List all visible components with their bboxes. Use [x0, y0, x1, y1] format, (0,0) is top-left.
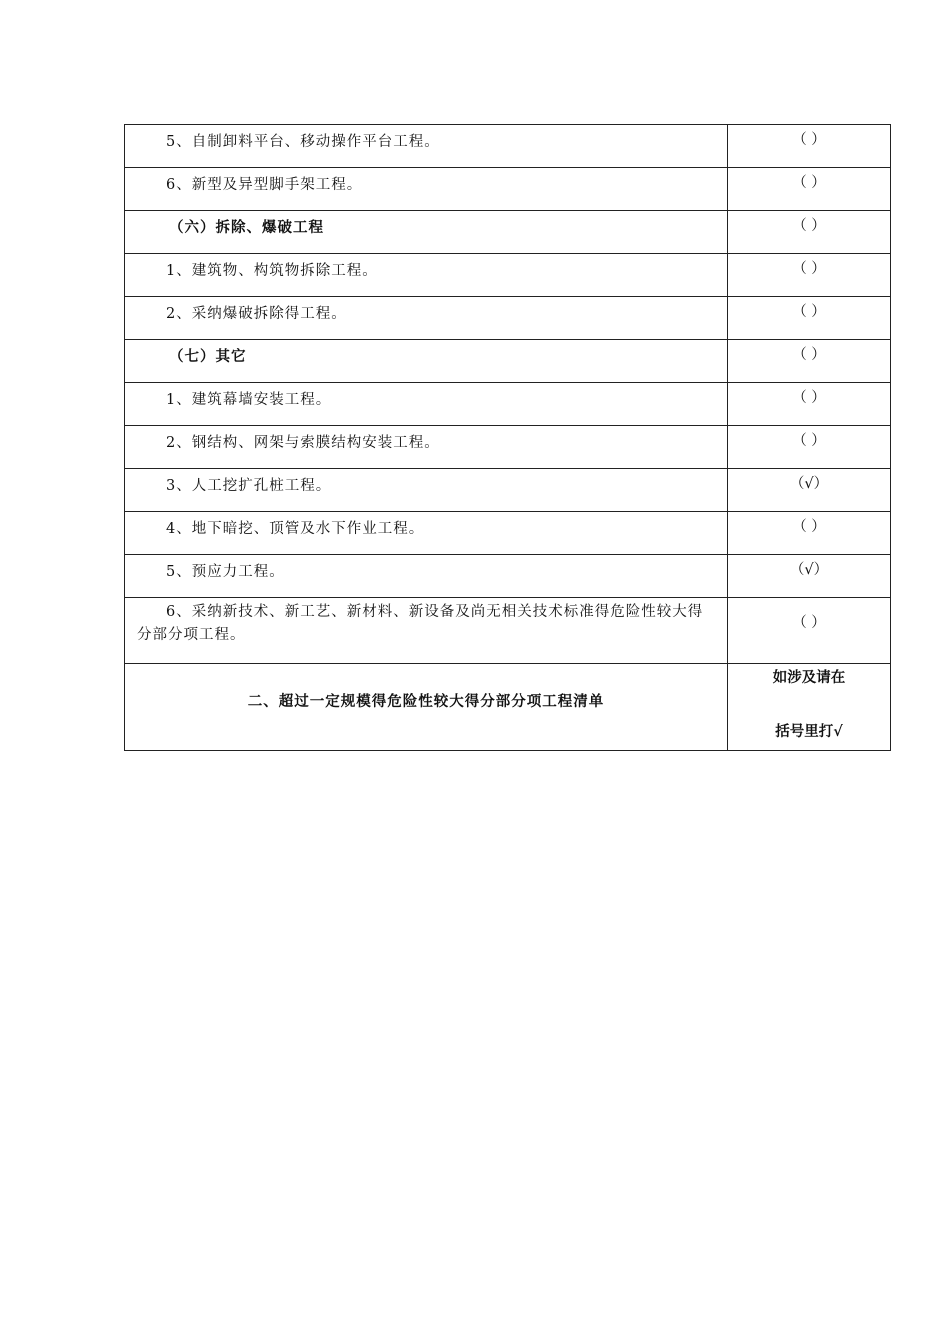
check-cell[interactable] — [728, 340, 891, 383]
check-cell[interactable] — [728, 254, 891, 297]
list-title-cell — [125, 664, 728, 751]
item-text: 6、采纳新技术、新工艺、新材料、新设备及尚无相关技术标准得危险性较大得分部分项工程。 — [137, 604, 704, 643]
item-cell — [125, 426, 728, 469]
table-row — [125, 598, 891, 664]
item-cell — [125, 125, 728, 168]
item-cell — [125, 168, 728, 211]
table-row — [125, 125, 891, 168]
check-mark[interactable]: （ ） — [792, 261, 826, 277]
checklist-table — [124, 124, 891, 751]
check-mark[interactable]: （ ） — [792, 304, 826, 320]
section-row — [125, 211, 891, 254]
footer-row — [125, 664, 891, 751]
check-mark[interactable]: （ ） — [792, 433, 826, 449]
section-cell — [125, 211, 728, 254]
check-mark[interactable]: （ ） — [792, 132, 826, 148]
item-cell — [125, 598, 728, 664]
section-heading: （七）其它 — [169, 348, 247, 365]
check-mark[interactable]: （ ） — [792, 175, 826, 191]
check-mark[interactable]: （ ） — [792, 615, 826, 631]
table-row — [125, 426, 891, 469]
section-row — [125, 340, 891, 383]
check-mark[interactable]: （ ） — [792, 519, 826, 535]
check-mark-checked[interactable]: （√） — [789, 476, 829, 492]
table-row — [125, 512, 891, 555]
item-text: 6、新型及异型脚手架工程。 — [166, 177, 363, 193]
table-row — [125, 254, 891, 297]
item-text: 2、钢结构、网架与索膜结构安装工程。 — [166, 435, 440, 451]
section-cell — [125, 340, 728, 383]
check-cell[interactable] — [728, 125, 891, 168]
instruction-line-2: 括号里打√ — [775, 723, 843, 740]
check-cell[interactable] — [728, 297, 891, 340]
item-cell — [125, 555, 728, 598]
table-row — [125, 469, 891, 512]
table-row — [125, 555, 891, 598]
item-text: 2、采纳爆破拆除得工程。 — [166, 306, 347, 322]
section-heading: （六）拆除、爆破工程 — [169, 219, 324, 236]
item-text: 1、建筑幕墙安装工程。 — [166, 392, 332, 408]
item-text: 3、人工挖扩孔桩工程。 — [166, 478, 332, 494]
table-row — [125, 297, 891, 340]
table-row — [125, 168, 891, 211]
check-cell[interactable] — [728, 598, 891, 664]
check-mark[interactable]: （ ） — [792, 347, 826, 363]
item-text: 4、地下暗挖、顶管及水下作业工程。 — [166, 521, 425, 537]
check-cell[interactable] — [728, 426, 891, 469]
item-text: 1、建筑物、构筑物拆除工程。 — [166, 263, 378, 279]
check-cell[interactable] — [728, 383, 891, 426]
check-cell[interactable] — [728, 555, 891, 598]
item-cell — [125, 254, 728, 297]
item-text: 5、预应力工程。 — [166, 564, 285, 580]
item-cell — [125, 512, 728, 555]
check-cell[interactable] — [728, 168, 891, 211]
item-text: 5、自制卸料平台、移动操作平台工程。 — [166, 134, 440, 150]
item-cell — [125, 297, 728, 340]
check-mark-checked[interactable]: （√） — [789, 562, 829, 578]
check-cell[interactable] — [728, 512, 891, 555]
instruction-cell — [728, 664, 891, 751]
instruction-line-1: 如涉及请在 — [772, 669, 846, 686]
check-cell[interactable] — [728, 211, 891, 254]
check-cell[interactable] — [728, 469, 891, 512]
list-title: 二、超过一定规模得危险性较大得分部分项工程清单 — [247, 692, 605, 710]
check-mark[interactable]: （ ） — [792, 390, 826, 406]
item-cell — [125, 383, 728, 426]
table-row — [125, 383, 891, 426]
check-mark[interactable]: （ ） — [792, 218, 826, 234]
item-cell — [125, 469, 728, 512]
